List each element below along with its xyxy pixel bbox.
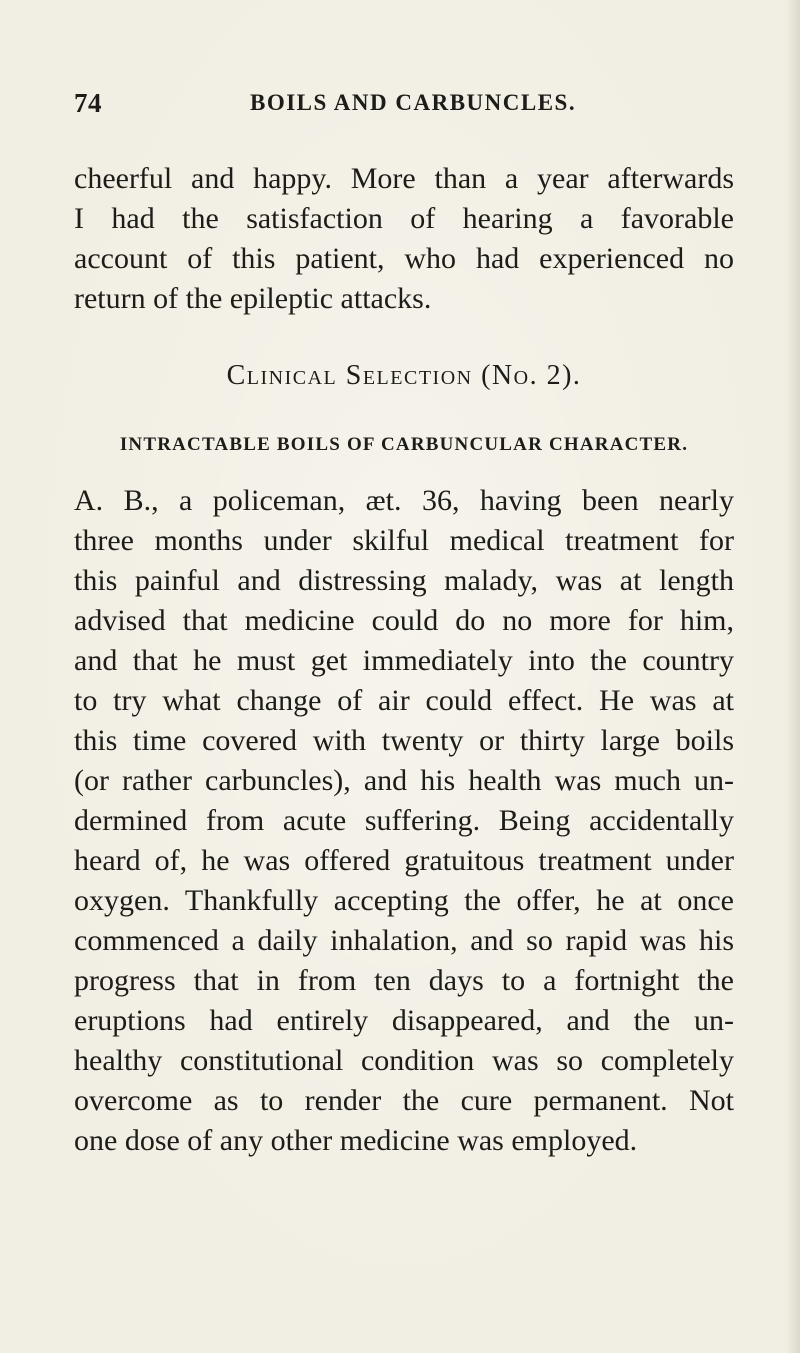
text-line: this time covered with twenty or thirty large boils	[74, 724, 734, 757]
text-line: one dose of any other medicine was employed.	[74, 1124, 638, 1157]
text-line: (or rather carbuncles), and his health was much un-	[74, 764, 734, 797]
page-edge-shadow	[786, 0, 800, 1353]
text-line: and that he must get immediately into the country	[74, 644, 734, 677]
text-line: overcome as to render the cure permanent. Not	[74, 1084, 734, 1117]
page-number: 74	[74, 88, 102, 118]
text-line: healthy constitutional condition was so completely	[74, 1044, 734, 1077]
text-line: heard of, he was offered gratuitous treatment under	[74, 844, 734, 877]
text-line: eruptions had entirely disappeared, and the un-	[74, 1004, 734, 1037]
text-line: three months under skilful medical treatment for	[74, 524, 734, 557]
running-head	[74, 88, 734, 128]
running-title: BOILS AND CARBUNCLES.	[250, 90, 577, 115]
text-line: dermined from acute suffering. Being accidentally	[74, 804, 734, 837]
text-line: return of the epileptic attacks.	[74, 282, 432, 315]
paragraph-2	[74, 481, 734, 1161]
text-line: progress that in from ten days to a fortnight the	[74, 964, 734, 997]
section-subtitle: INTRACTABLE BOILS OF CARBUNCULAR CHARACTER.	[119, 434, 689, 455]
text-line: this painful and distressing malady, was at length	[74, 564, 734, 597]
text-line: cheerful and happy. More than a year afterwards	[74, 162, 734, 195]
text-line: oxygen. Thankfully accepting the offer, he at once	[74, 884, 734, 917]
paragraph-1	[74, 159, 734, 319]
text-line: advised that medicine could do no more for him,	[74, 604, 734, 637]
text-line: to try what change of air could effect. He was at	[74, 684, 734, 717]
text-line: A. B., a policeman, æt. 36, having been nearly	[74, 484, 734, 517]
section-title: Clinical Selection (No. 2).	[226, 360, 582, 391]
text-line: commenced a daily inhalation, and so rapid was his	[74, 924, 734, 957]
text-line: I had the satisfaction of hearing a favorable	[74, 202, 734, 235]
text-line: account of this patient, who had experienced no	[74, 242, 734, 275]
